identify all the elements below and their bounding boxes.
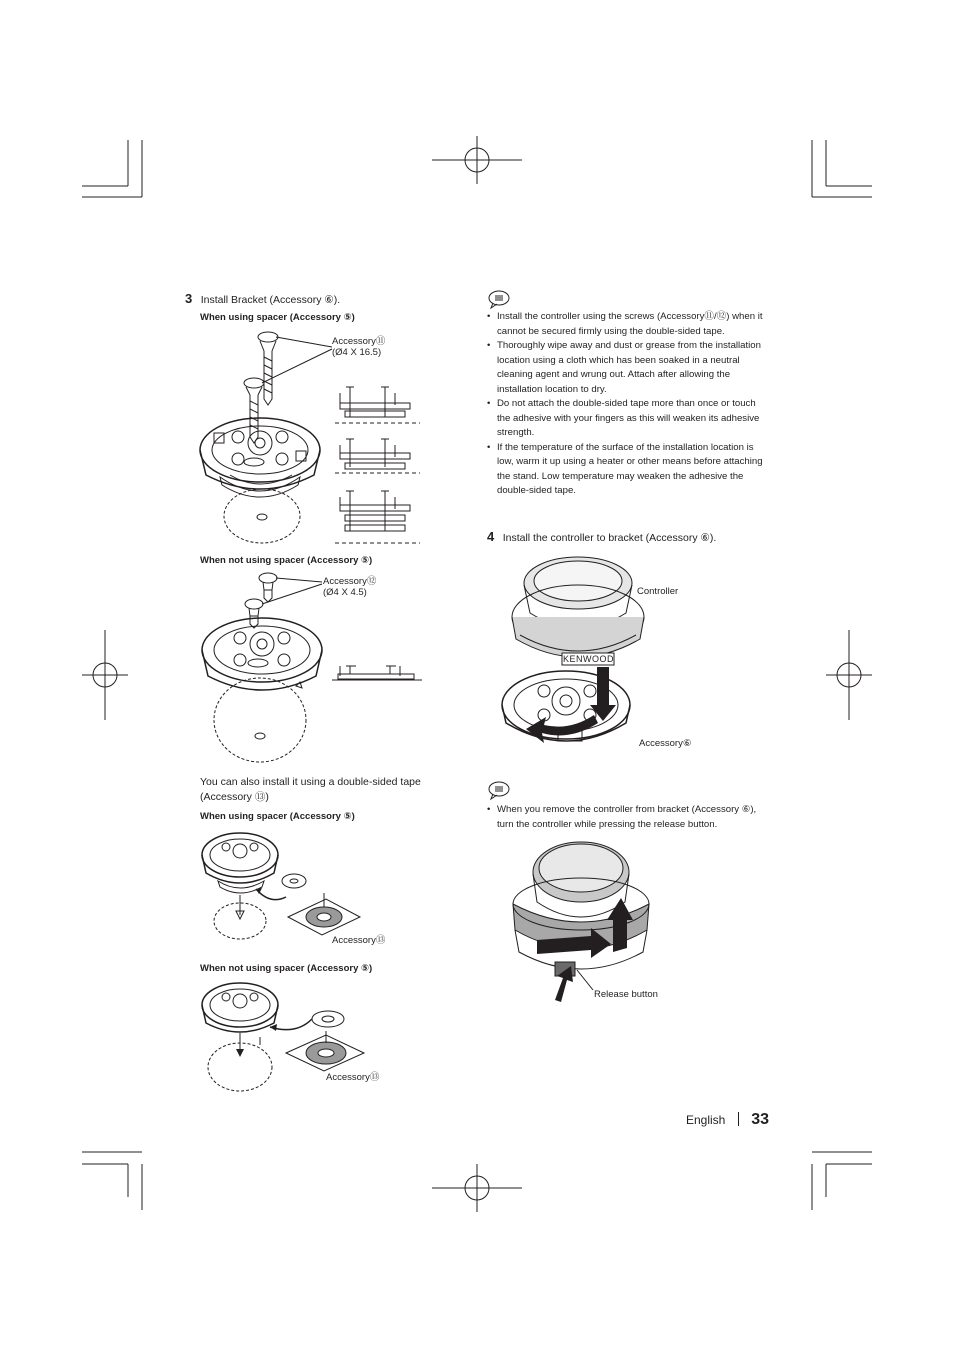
accessory-13-label-b: Accessory⑬ (326, 1072, 380, 1083)
cross-section-2 (335, 439, 420, 473)
note-item: • If the temperature of the surface of the installation location is low, warm it up using a heater or other means before attaching the stand. Low temperature may weaken the adhesive the double-sided tape. (487, 441, 765, 499)
registration-mark-left (82, 630, 128, 720)
double-sided-tape-text: You can also install it using a double-sided tape (Accessory ⑬) (200, 776, 421, 803)
bracket-with-spacer-illustration (200, 325, 440, 555)
step3-number: 3 (185, 291, 193, 306)
step3-heading (185, 290, 340, 308)
cross-section-1 (335, 387, 420, 423)
accessory-11-label: Accessory⑪ (332, 336, 386, 347)
note-item: • Install the controller using the screws (Accessory⑪/⑫) when it cannot be secured firmly using the double-sided tape. (487, 310, 765, 339)
page-number: 33 (751, 1111, 770, 1128)
note-item: • When you remove the controller from bracket (Accessory ⑥), turn the controller while pressing the release button. (487, 803, 765, 832)
bracket-without-spacer-illustration (200, 568, 430, 768)
subheading-tape-with-spacer: When using spacer (Accessory ⑤) (200, 811, 355, 822)
release-button-label: Release button (594, 989, 658, 1000)
cross-section-4 (332, 666, 422, 680)
notes-list-1 (487, 310, 765, 499)
spacer-ring (220, 477, 300, 497)
registration-mark-bottom (432, 1164, 522, 1212)
accessory-11-size: (Ø4 X 16.5) (332, 347, 382, 358)
tape-sheet-2 (286, 1035, 364, 1071)
accessory-13-label-a: Accessory⑬ (332, 935, 386, 946)
short-screw-b (245, 599, 263, 628)
note-item: • Thoroughly wipe away and dust or grease from the installation location using a cloth which has been soaked in a neutral cleaning agent and wrung out. Attach after allowing the installation location to dry. (487, 339, 765, 397)
step4-number: 4 (487, 529, 495, 544)
footer-language: English (686, 1113, 726, 1127)
registration-mark-right (826, 630, 872, 720)
accessory-6-label: Accessory⑥ (639, 738, 692, 749)
footer-divider (738, 1112, 739, 1126)
short-screw-a (259, 573, 277, 602)
notes-list-2 (487, 803, 765, 832)
registration-mark-top (432, 136, 522, 184)
bracket-body-2 (202, 618, 322, 690)
subheading-without-spacer: When not using spacer (Accessory ⑤) (200, 555, 373, 566)
controller-label: Controller (637, 586, 679, 597)
page-footer (686, 1111, 769, 1129)
release-button-illustration (505, 840, 655, 1005)
long-screw-b (244, 378, 264, 443)
note-icon-1 (488, 290, 512, 310)
bracket-small-2 (202, 983, 278, 1032)
step3-title: Install Bracket (Accessory ⑥). (200, 294, 341, 306)
controller (512, 557, 644, 657)
tape-with-spacer-illustration (200, 825, 400, 945)
kenwood-brand-text: KENWOOD (563, 654, 615, 664)
accessory-12-label: Accessory⑫ (323, 576, 377, 587)
note-item: • Do not attach the double-sided tape more than once or touch the adhesive with your fingers as this will weaken its adhesive strength. (487, 397, 765, 441)
cross-section-3 (335, 491, 420, 543)
bracket-body (200, 418, 320, 489)
long-screw-a (258, 332, 278, 405)
bracket-small-1 (202, 833, 278, 893)
step4-title: Install the controller to bracket (Accessory ⑥). (502, 532, 717, 544)
note-icon-2 (488, 781, 512, 801)
down-arrow (590, 667, 616, 721)
accessory-12-size: (Ø4 X 4.5) (323, 587, 367, 598)
subheading-tape-without-spacer: When not using spacer (Accessory ⑤) (200, 963, 373, 974)
step4-heading (487, 528, 716, 546)
subheading-with-spacer: When using spacer (Accessory ⑤) (200, 312, 355, 323)
